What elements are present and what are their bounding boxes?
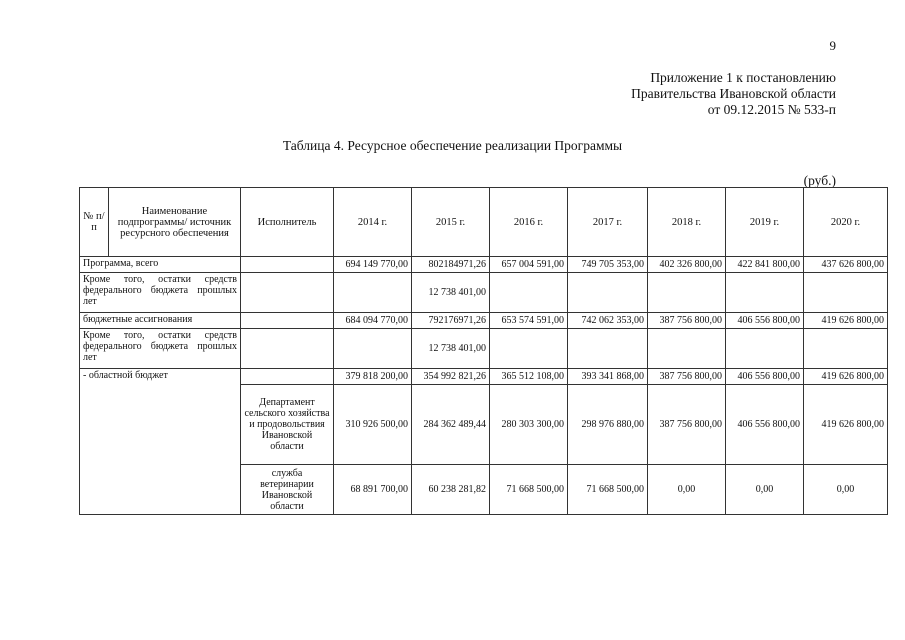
row-name: бюджетные ассигнования [80,313,241,329]
value-cell: 684 094 770,00 [334,313,412,329]
row-name: - областной бюджет [80,369,241,515]
appendix-line-3: от 09.12.2015 № 533-п [707,102,836,117]
table-row-federal-remainder [80,273,888,313]
row-executor [241,369,334,385]
value-cell: 419 626 800,00 [804,313,888,329]
header-year: 2019 г. [726,188,804,257]
header-executor: Исполнитель [241,188,334,257]
value-cell: 0,00 [804,465,888,515]
value-cell: 71 668 500,00 [490,465,568,515]
value-cell [726,329,804,369]
header-year: 2020 г. [804,188,888,257]
value-cell: 60 238 281,82 [412,465,490,515]
header-year: 2016 г. [490,188,568,257]
value-cell: 298 976 880,00 [568,385,648,465]
row-executor [241,329,334,369]
table-title: Таблица 4. Ресурсное обеспечение реализации Программы [282,138,623,153]
value-cell: 437 626 800,00 [804,257,888,273]
value-cell: 694 149 770,00 [334,257,412,273]
value-cell: 402 326 800,00 [648,257,726,273]
value-cell: 653 574 591,00 [490,313,568,329]
header-year: 2017 г. [568,188,648,257]
value-cell: 406 556 800,00 [726,369,804,385]
value-cell: 379 818 200,00 [334,369,412,385]
value-cell: 742 062 353,00 [568,313,648,329]
value-cell: 387 756 800,00 [648,385,726,465]
value-cell [804,329,888,369]
value-cell [648,329,726,369]
header-year: 2018 г. [648,188,726,257]
value-cell: 284 362 489,44 [412,385,490,465]
table-row-federal-remainder [80,329,888,369]
row-executor [241,313,334,329]
value-cell [490,329,568,369]
resource-table [79,187,888,515]
value-cell [334,329,412,369]
value-cell [726,273,804,313]
header-row [80,188,888,257]
appendix-line-2: Правительства Ивановской области [631,86,836,101]
value-cell: 280 303 300,00 [490,385,568,465]
value-cell [648,273,726,313]
row-name: Программа, всего [80,257,241,273]
value-cell: 792176971,26 [412,313,490,329]
row-name: Кроме того, остатки средств федерального бюджета прошлых лет [80,273,241,313]
value-cell: 393 341 868,00 [568,369,648,385]
row-name: Кроме того, остатки средств федерального бюджета прошлых лет [80,329,241,369]
appendix-reference [631,70,836,118]
header-number: № п/п [80,188,109,257]
value-cell: 68 891 700,00 [334,465,412,515]
value-cell: 406 556 800,00 [726,313,804,329]
value-cell: 354 992 821,26 [412,369,490,385]
row-executor: Департамент сельского хозяйства и продовольствия Ивановской области [241,385,334,465]
value-cell [334,273,412,313]
value-cell: 71 668 500,00 [568,465,648,515]
value-cell: 12 738 401,00 [412,329,490,369]
value-cell: 387 756 800,00 [648,313,726,329]
value-cell [490,273,568,313]
value-cell: 310 926 500,00 [334,385,412,465]
row-executor [241,257,334,273]
table-row-regional-budget [80,369,888,385]
value-cell: 365 512 108,00 [490,369,568,385]
page-number: 9 [829,38,836,53]
value-cell: 0,00 [648,465,726,515]
value-cell: 749 705 353,00 [568,257,648,273]
table-row-budget-allocations [80,313,888,329]
value-cell [568,329,648,369]
value-cell: 419 626 800,00 [804,385,888,465]
header-name: Наименование подпрограммы/ источник ресурсного обеспечения [109,188,241,257]
value-cell [804,273,888,313]
value-cell: 406 556 800,00 [726,385,804,465]
currency-unit: (руб.) [803,173,836,188]
value-cell [568,273,648,313]
table-row-program-total [80,257,888,273]
value-cell: 422 841 800,00 [726,257,804,273]
value-cell: 0,00 [726,465,804,515]
header-year: 2015 г. [412,188,490,257]
value-cell: 657 004 591,00 [490,257,568,273]
header-year: 2014 г. [334,188,412,257]
value-cell: 419 626 800,00 [804,369,888,385]
row-executor [241,273,334,313]
appendix-line-1: Приложение 1 к постановлению [650,70,836,85]
value-cell: 387 756 800,00 [648,369,726,385]
row-executor: служба ветеринарии Ивановской области [241,465,334,515]
value-cell: 12 738 401,00 [412,273,490,313]
value-cell: 802184971,26 [412,257,490,273]
